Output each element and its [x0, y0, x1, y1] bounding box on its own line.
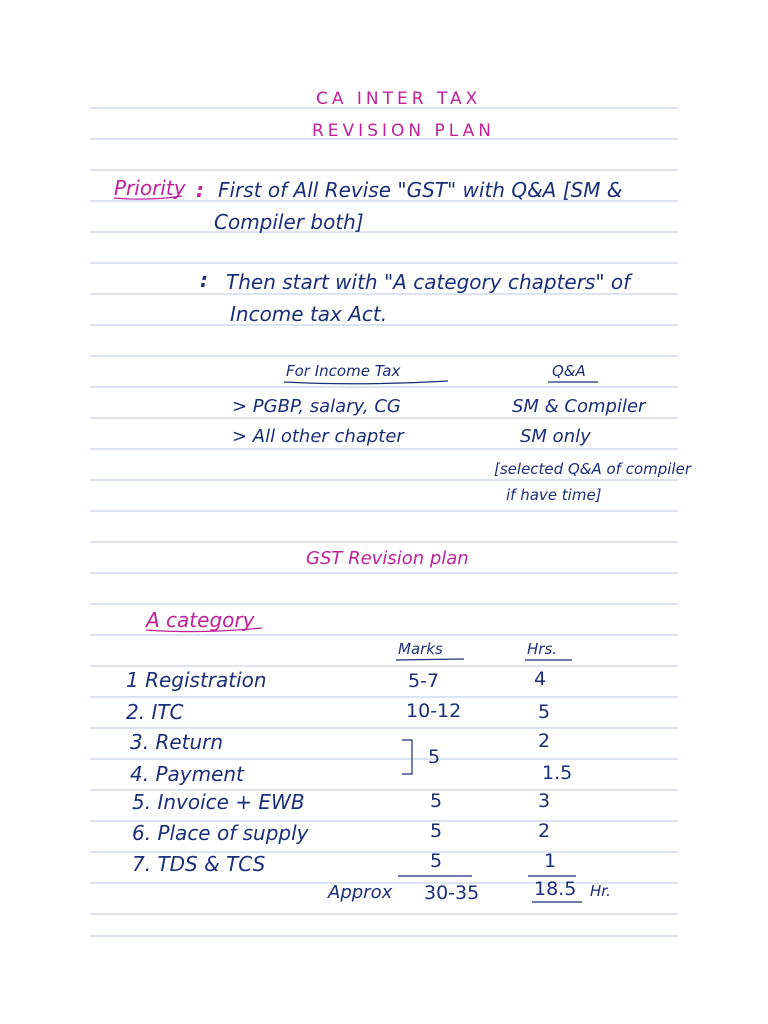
title-revision-plan: REVISION PLAN: [312, 121, 495, 141]
row-1-marks: 5-7: [408, 670, 440, 692]
row-6-name: 6. Place of supply: [132, 821, 309, 845]
row-4-name: 4. Payment: [130, 762, 244, 786]
total-marks: 30-35: [424, 882, 480, 904]
then-line-1: Then start with "A category chapters" of: [226, 270, 631, 294]
income-row-1-left: > PGBP, salary, CG: [232, 396, 401, 417]
row-5-name: 5. Invoice + EWB: [132, 790, 305, 814]
compiler-note-1: [selected Q&A of compiler: [494, 460, 691, 478]
income-row-2-left: > All other chapter: [232, 426, 404, 447]
priority-line-2: Compiler both]: [214, 210, 364, 234]
row-6-marks: 5: [430, 820, 443, 842]
title-ca-inter-tax: CA INTER TAX: [316, 89, 482, 109]
then-colon: :: [200, 268, 208, 292]
col-hrs: Hrs.: [527, 640, 558, 658]
row-6-hrs: 2: [538, 820, 551, 842]
row-7-marks: 5: [430, 850, 443, 872]
qa-header: Q&A: [552, 362, 586, 380]
row-5-marks: 5: [430, 790, 443, 812]
total-label: Approx: [328, 882, 393, 903]
gst-revision-title: GST Revision plan: [306, 548, 469, 569]
priority-line-1: First of All Revise "GST" with Q&A [SM &: [218, 178, 623, 202]
row-4-hrs: 1.5: [542, 762, 573, 784]
row-2-hrs: 5: [538, 701, 551, 723]
bracket-marks: [402, 740, 412, 774]
income-tax-header: For Income Tax: [286, 362, 401, 380]
priority-label: Priority: [114, 176, 186, 200]
row-3-hrs: 2: [538, 730, 551, 752]
underline-income-tax: [284, 381, 448, 384]
income-row-2-right: SM only: [520, 426, 591, 447]
row-3-name: 3. Return: [130, 730, 224, 754]
row-7-hrs: 1: [544, 850, 557, 872]
a-category-title: A category: [146, 608, 255, 632]
total-hrs-unit: Hr.: [590, 882, 611, 900]
row-1-name: 1 Registration: [126, 668, 267, 692]
bracket-marks-value: 5: [428, 746, 441, 768]
row-5-hrs: 3: [538, 790, 551, 812]
col-marks: Marks: [398, 640, 443, 658]
row-2-name: 2. ITC: [126, 700, 184, 724]
underline-marks: [396, 659, 464, 660]
row-1-hrs: 4: [534, 668, 547, 690]
then-line-2: Income tax Act.: [230, 302, 388, 326]
total-hrs: 18.5: [534, 878, 577, 900]
income-row-1-right: SM & Compiler: [512, 396, 646, 417]
row-7-name: 7. TDS & TCS: [132, 852, 266, 876]
compiler-note-2: if have time]: [506, 486, 602, 504]
row-2-marks: 10-12: [406, 700, 462, 722]
priority-colon: :: [196, 178, 204, 202]
